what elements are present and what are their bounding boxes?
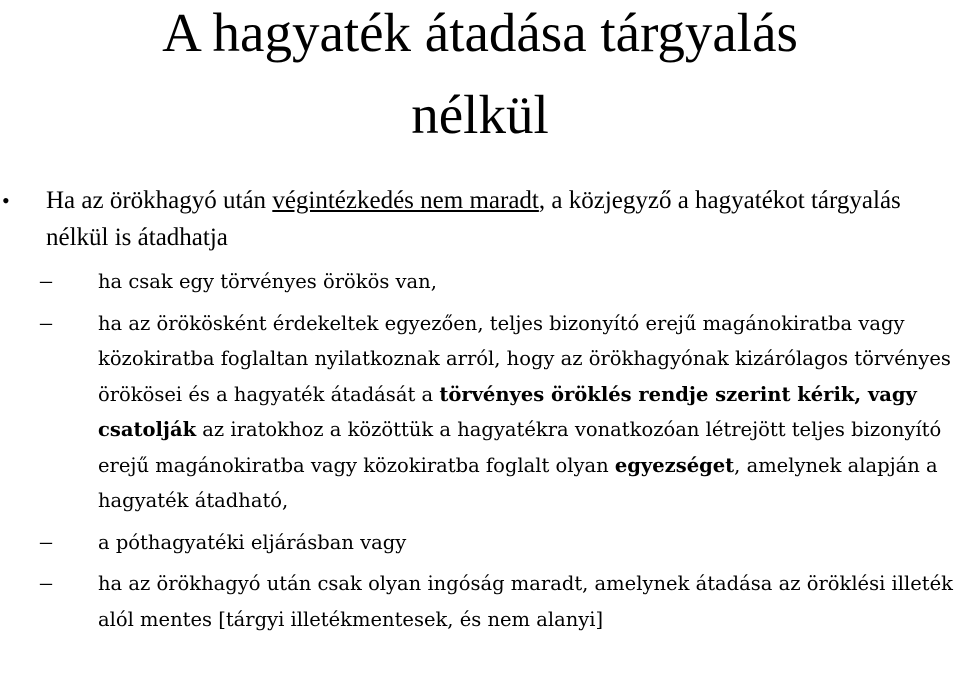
title-line-2: nélkül [411, 84, 549, 145]
sub-item-1 [0, 264, 960, 300]
sub-item-2-part-3: , amelynek alapján a hagyaték átadható, [98, 453, 938, 512]
sub-item-2-bold-1: törvényes öröklés rendje szerint kérik, vagy csatolják [98, 382, 917, 441]
sub-item-2 [0, 306, 960, 519]
dash-marker: – [40, 528, 52, 555]
sub-item-2-bold-2: egyezséget [614, 453, 735, 477]
sub-item-2-text [98, 306, 956, 519]
sub-item-list [0, 264, 960, 643]
dash-marker: – [40, 268, 52, 294]
sub-item-2-part-2: az iratokhoz a közöttük a hagyatékra vonatkozóan létrejött teljes bizonyító erejű magánokiratba vagy közokiratba foglalt olyan [98, 418, 942, 477]
main-bullet-text [46, 182, 952, 256]
bullet-marker: • [2, 188, 10, 213]
main-bullet [2, 182, 952, 256]
vegintezkedes-link[interactable]: végintézkedés nem maradt [272, 187, 539, 214]
sub-item-3 [0, 525, 960, 561]
main-bullet-text-after: , a közjegyző a hagyatékot tárgyalás nélkül is átadhatja [46, 187, 901, 251]
dash-marker: – [40, 570, 52, 596]
main-bullet-text-before: Ha az örökhagyó után [46, 187, 273, 214]
sub-item-1-text: ha csak egy törvényes örökös van, [98, 270, 437, 293]
sub-item-2-part-1: ha az örökösként érdekeltek egyezően, teljes bizonyító erejű magánokiratba vagy közokiratba foglaltan nyilatkoznak arról, hogy az örökhagyónak kizárólagos törvényes örökösei és a hagyaték átadását a [98, 311, 951, 406]
sub-item-4 [0, 566, 960, 637]
sub-item-4-text: ha az örökhagyó után csak olyan ingóság maradt, amelynek átadása az öröklési illeték alól mentes [tárgyi illetékmentesek, és nem alanyi] [98, 572, 953, 631]
page-title [0, 0, 960, 156]
sub-item-3-text: a póthagyatéki eljárásban vagy [98, 530, 407, 554]
dash-marker: – [40, 309, 52, 336]
title-line-1: A hagyaték átadása tárgyalás [162, 2, 798, 63]
